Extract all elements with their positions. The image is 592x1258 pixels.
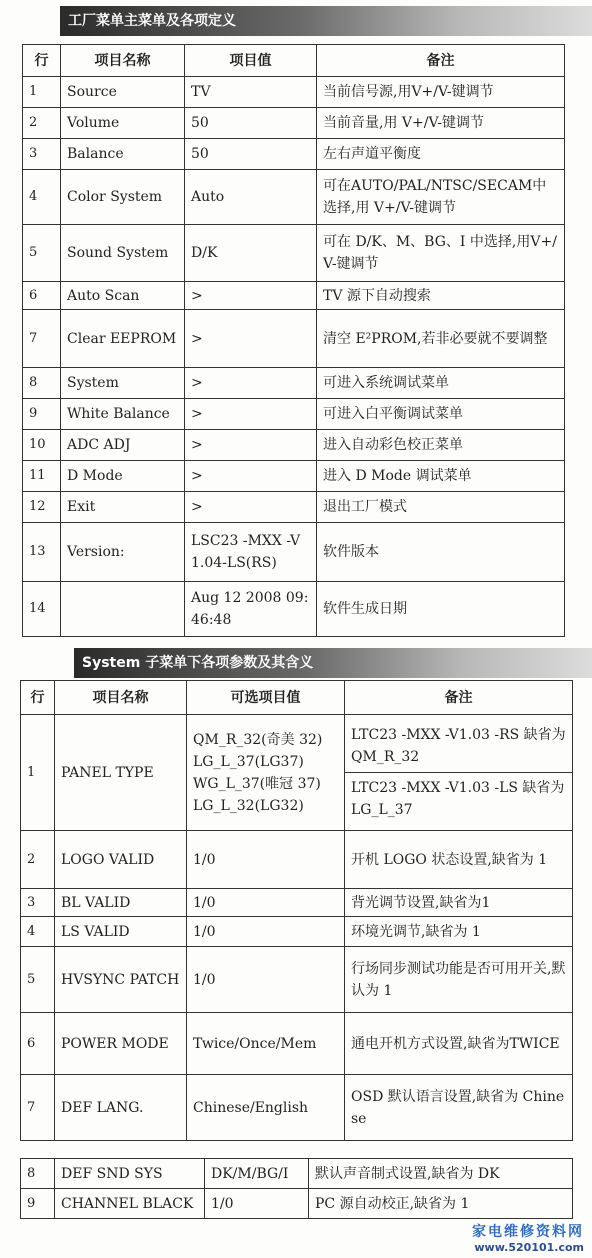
item-note: 环境光调节,缺省为 1: [345, 917, 573, 947]
item-note: 软件版本: [317, 523, 565, 582]
table-row: [21, 831, 573, 889]
item-name: White Balance: [61, 399, 185, 430]
item-note: 当前音量,用 V+/V-键调节: [317, 108, 565, 139]
row-number: 13: [23, 523, 61, 582]
item-name: System: [61, 368, 185, 399]
row-number: 9: [21, 1189, 55, 1219]
table-header-row: [23, 45, 565, 77]
row-number: 1: [23, 77, 61, 108]
row-number: 8: [23, 368, 61, 399]
item-name: Auto Scan: [61, 282, 185, 310]
table-row-panel-type: [21, 715, 573, 831]
item-note: 进入 D Mode 调试菜单: [317, 461, 565, 492]
item-name: ADC ADJ: [61, 430, 185, 461]
item-value: DK/M/BG/I: [205, 1159, 309, 1189]
row-number: 3: [21, 889, 55, 917]
row-number: 5: [23, 225, 61, 282]
item-value: 1/0: [205, 1189, 309, 1219]
table-header-row: [21, 681, 573, 715]
item-name: Clear EEPROM: [61, 310, 185, 368]
item-name: DEF SND SYS: [55, 1159, 205, 1189]
item-value: >: [185, 461, 317, 492]
table-row: [23, 461, 565, 492]
item-note: 可在 D/K、M、BG、I 中选择,用V+/V-键调节: [317, 225, 565, 282]
item-note: PC 源自动校正,缺省为 1: [309, 1189, 573, 1219]
item-name: Color System: [61, 170, 185, 225]
row-number: 8: [21, 1159, 55, 1189]
row-number: 5: [21, 947, 55, 1013]
panel-note-ls: LTC23 -MXX -V1.03 -LS 缺省为 LG_L_37: [351, 780, 565, 818]
item-value: 1/0: [187, 831, 345, 889]
row-number: 10: [23, 430, 61, 461]
panel-option: LG_L_37(LG37): [193, 753, 304, 770]
item-note: 可进入白平衡调试菜单: [317, 399, 565, 430]
col-header-options: 可选项目值: [187, 681, 345, 715]
item-note: 开机 LOGO 状态设置,缺省为 1: [345, 831, 573, 889]
item-value: >: [185, 368, 317, 399]
table-row: [23, 492, 565, 523]
item-value: 1/0: [187, 889, 345, 917]
system-submenu-table-continued-body: [21, 1159, 573, 1219]
row-number: 12: [23, 492, 61, 523]
watermark-url: www.520101.com: [474, 1241, 584, 1254]
item-value: 1/0: [187, 917, 345, 947]
site-watermark: [472, 1221, 584, 1254]
system-submenu-table-body: [21, 715, 573, 1141]
table-row: [23, 282, 565, 310]
row-number: 14: [23, 582, 61, 637]
table-row: [23, 225, 565, 282]
table-row: [23, 170, 565, 225]
table-row: [21, 1189, 573, 1219]
main-menu-table-body: [23, 77, 565, 637]
table-row: [23, 399, 565, 430]
row-number: 11: [23, 461, 61, 492]
item-value: 50: [185, 108, 317, 139]
col-header-note: 备注: [345, 681, 573, 715]
item-name: D Mode: [61, 461, 185, 492]
row-number: 9: [23, 399, 61, 430]
item-name: [61, 582, 185, 637]
item-note: OSD 默认语言设置,缺省为 Chinese: [345, 1075, 573, 1141]
item-value: Chinese/English: [187, 1075, 345, 1141]
col-header-row-no: 行: [23, 45, 61, 77]
panel-option: QM_R_32(奇美 32): [193, 731, 323, 748]
item-name: DEF LANG.: [55, 1075, 187, 1141]
panel-option: LG_L_32(LG32): [193, 797, 304, 814]
table-row: [23, 430, 565, 461]
col-header-item-name: 项目名称: [61, 45, 185, 77]
item-name: Volume: [61, 108, 185, 139]
item-name: CHANNEL BLACK: [55, 1189, 205, 1219]
item-note: 进入自动彩色校正菜单: [317, 430, 565, 461]
note-divider: [345, 772, 572, 773]
item-note: 清空 E²PROM,若非必要就不要调整: [317, 310, 565, 368]
col-header-item-name: 项目名称: [55, 681, 187, 715]
watermark-title: 家电维修资料网: [472, 1224, 584, 1240]
item-value: >: [185, 399, 317, 430]
table-row: [23, 310, 565, 368]
item-note: 通电开机方式设置,缺省为TWICE: [345, 1013, 573, 1075]
table-row: [23, 139, 565, 170]
row-number: 4: [21, 917, 55, 947]
table-row: [21, 889, 573, 917]
item-value: >: [185, 310, 317, 368]
item-value: >: [185, 492, 317, 523]
item-value: Aug 12 2008 09:46:48: [185, 582, 317, 637]
item-name: Sound System: [61, 225, 185, 282]
item-value: 1/0: [187, 947, 345, 1013]
item-name: Exit: [61, 492, 185, 523]
item-name: Source: [61, 77, 185, 108]
item-name: LS VALID: [55, 917, 187, 947]
item-value: >: [185, 430, 317, 461]
row-number: 3: [23, 139, 61, 170]
table-row: [23, 582, 565, 637]
item-name: BL VALID: [55, 889, 187, 917]
row-number: 7: [21, 1075, 55, 1141]
main-menu-table: [22, 44, 565, 637]
table-row: [23, 77, 565, 108]
section-title-main-menu: 工厂菜单主菜单及各项定义: [60, 6, 592, 36]
panel-options-cell: [187, 715, 345, 831]
table-row: [23, 368, 565, 399]
system-submenu-table-continued: [20, 1158, 573, 1219]
col-header-row-no: 行: [21, 681, 55, 715]
panel-note-rs: LTC23 -MXX -V1.03 -RS 缺省为QM_R_32: [351, 727, 566, 765]
item-note: 左右声道平衡度: [317, 139, 565, 170]
table-row: [21, 1159, 573, 1189]
row-number: 2: [21, 831, 55, 889]
item-name: Version:: [61, 523, 185, 582]
item-note: 可进入系统调试菜单: [317, 368, 565, 399]
panel-option: WG_L_37(唯冠 37): [193, 775, 321, 792]
col-header-note: 备注: [317, 45, 565, 77]
item-name: LOGO VALID: [55, 831, 187, 889]
row-number: 4: [23, 170, 61, 225]
item-value: LSC23 -MXX -V1.04-LS(RS): [185, 523, 317, 582]
table-row: [21, 917, 573, 947]
row-number: 7: [23, 310, 61, 368]
item-value: TV: [185, 77, 317, 108]
item-note: 背光调节设置,缺省为1: [345, 889, 573, 917]
row-number: 6: [21, 1013, 55, 1075]
table-row: [21, 1013, 573, 1075]
item-note: 当前信号源,用V+/V-键调节: [317, 77, 565, 108]
item-note: 退出工厂模式: [317, 492, 565, 523]
panel-note-cell: [345, 715, 573, 831]
item-value: Twice/Once/Mem: [187, 1013, 345, 1075]
row-number: 1: [21, 715, 55, 831]
table-row: [23, 523, 565, 582]
item-note: 行场同步测试功能是否可用开关,默认为 1: [345, 947, 573, 1013]
table-row: [21, 947, 573, 1013]
row-number: 6: [23, 282, 61, 310]
col-header-item-value: 项目值: [185, 45, 317, 77]
section-title-system-submenu: System 子菜单下各项参数及其含义: [74, 648, 592, 678]
item-name: POWER MODE: [55, 1013, 187, 1075]
system-submenu-table: [20, 680, 573, 1141]
row-number: 2: [23, 108, 61, 139]
item-note: TV 源下自动搜索: [317, 282, 565, 310]
item-note: 可在AUTO/PAL/NTSC/SECAM中选择,用 V+/V-键调节: [317, 170, 565, 225]
item-value: Auto: [185, 170, 317, 225]
item-name: Balance: [61, 139, 185, 170]
item-value: >: [185, 282, 317, 310]
item-value: 50: [185, 139, 317, 170]
table-row: [23, 108, 565, 139]
item-name: PANEL TYPE: [55, 715, 187, 831]
item-note: 软件生成日期: [317, 582, 565, 637]
item-value: D/K: [185, 225, 317, 282]
table-row: [21, 1075, 573, 1141]
item-note: 默认声音制式设置,缺省为 DK: [309, 1159, 573, 1189]
item-name: HVSYNC PATCH: [55, 947, 187, 1013]
